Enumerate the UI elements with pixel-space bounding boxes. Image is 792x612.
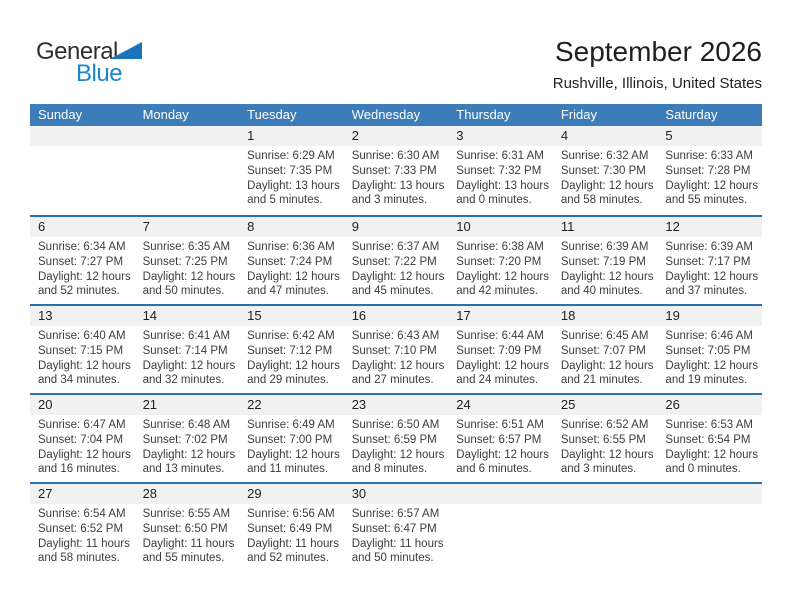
day-number: 6 (30, 217, 135, 237)
day-number (657, 484, 762, 504)
daylight-text-line2: and 40 minutes. (560, 285, 643, 298)
daylight-text-line2: and 0 minutes. (456, 194, 532, 207)
calendar-day-cell (657, 395, 762, 482)
logo-text-blue: Blue (76, 60, 123, 87)
calendar-day-cell (448, 217, 553, 304)
daylight-text-line2: and 24 minutes. (456, 374, 539, 387)
daylight-text-line1: Daylight: 12 hours (560, 359, 654, 372)
day-details (553, 415, 658, 477)
calendar-day-cell (239, 306, 344, 393)
calendar-day-cell (135, 306, 240, 393)
day-details (344, 146, 449, 208)
daylight-text-line1: Daylight: 12 hours (665, 359, 759, 372)
sunset-text: Sunset: 6:54 PM (665, 433, 751, 446)
day-number: 28 (135, 484, 240, 504)
sunset-text: Sunset: 6:49 PM (247, 522, 333, 535)
sunset-text: Sunset: 7:05 PM (665, 344, 751, 357)
weekday-header-tuesday: Tuesday (247, 107, 297, 122)
daylight-text-line2: and 21 minutes. (560, 374, 643, 387)
sunset-text: Sunset: 6:47 PM (351, 522, 437, 535)
daylight-text-line1: Daylight: 12 hours (247, 270, 340, 283)
daylight-text-line2: and 19 minutes. (665, 374, 748, 387)
day-details (239, 146, 344, 208)
daylight-text-line2: and 42 minutes. (456, 285, 539, 298)
sunrise-text: Sunrise: 6:56 AM (247, 508, 335, 520)
title-block (553, 36, 762, 92)
sunset-text: Sunset: 6:59 PM (351, 433, 437, 446)
daylight-text-line2: and 3 minutes. (560, 463, 637, 476)
day-details (344, 504, 449, 566)
daylight-text-line2: and 50 minutes. (142, 285, 225, 298)
day-details (30, 237, 135, 299)
day-number: 2 (344, 126, 449, 146)
sunrise-text: Sunrise: 6:52 AM (560, 419, 649, 431)
daylight-text-line1: Daylight: 12 hours (456, 270, 549, 283)
sunset-text: Sunset: 7:10 PM (351, 344, 437, 357)
daylight-text-line1: Daylight: 12 hours (560, 179, 654, 192)
sunrise-text: Sunrise: 6:42 AM (247, 330, 335, 342)
calendar-empty-cell (553, 484, 658, 571)
day-details (30, 326, 135, 388)
day-details (30, 504, 135, 566)
day-number (448, 484, 553, 504)
daylight-text-line1: Daylight: 12 hours (560, 270, 654, 283)
calendar-day-cell (135, 484, 240, 571)
sunset-text: Sunset: 6:50 PM (142, 522, 228, 535)
sunrise-text: Sunrise: 6:51 AM (456, 419, 544, 431)
weekday-header-row (30, 104, 762, 126)
daylight-text-line2: and 52 minutes. (247, 552, 329, 565)
day-details (344, 237, 449, 299)
daylight-text-line2: and 29 minutes. (247, 374, 329, 387)
daylight-text-line1: Daylight: 12 hours (142, 270, 236, 283)
sunset-text: Sunset: 7:14 PM (142, 344, 228, 357)
day-number: 14 (135, 306, 240, 326)
day-number: 12 (657, 217, 762, 237)
day-number: 8 (239, 217, 344, 237)
calendar-day-cell (657, 217, 762, 304)
day-number: 1 (239, 126, 344, 146)
day-number: 9 (344, 217, 449, 237)
day-details (657, 326, 762, 388)
location-subtitle: Rushville, Illinois, United States (552, 75, 762, 92)
calendar-day-cell (448, 306, 553, 393)
daylight-text-line2: and 58 minutes. (560, 194, 643, 207)
daylight-text-line2: and 0 minutes. (665, 463, 741, 476)
sunrise-text: Sunrise: 6:38 AM (456, 241, 544, 253)
day-details (30, 415, 135, 477)
weekday-header-saturday: Saturday (665, 107, 718, 122)
daylight-text-line1: Daylight: 12 hours (456, 448, 549, 461)
day-details (448, 326, 553, 388)
day-details (135, 504, 240, 566)
daylight-text-line2: and 11 minutes. (247, 463, 329, 476)
day-number (135, 126, 240, 146)
sunrise-text: Sunrise: 6:47 AM (38, 419, 126, 431)
sunrise-text: Sunrise: 6:35 AM (142, 241, 231, 253)
calendar-day-cell (135, 217, 240, 304)
daylight-text-line1: Daylight: 13 hours (351, 179, 445, 192)
sunset-text: Sunset: 7:09 PM (456, 344, 542, 357)
day-details (344, 326, 449, 388)
daylight-text-line1: Daylight: 11 hours (351, 537, 444, 550)
day-number: 30 (344, 484, 449, 504)
sunset-text: Sunset: 7:33 PM (351, 164, 437, 177)
calendar-week-row (30, 126, 762, 215)
daylight-text-line2: and 58 minutes. (38, 552, 120, 565)
calendar-week-row (30, 304, 762, 393)
weekday-header-friday: Friday (560, 107, 597, 122)
calendar-day-cell (657, 306, 762, 393)
day-details (657, 146, 762, 208)
sunrise-text: Sunrise: 6:36 AM (247, 241, 335, 253)
daylight-text-line1: Daylight: 11 hours (247, 537, 339, 550)
calendar-day-cell (344, 484, 449, 571)
sunrise-text: Sunrise: 6:34 AM (38, 241, 126, 253)
daylight-text-line1: Daylight: 13 hours (247, 179, 340, 192)
daylight-text-line2: and 52 minutes. (38, 285, 120, 298)
calendar-day-cell (239, 217, 344, 304)
weekday-header-wednesday: Wednesday (351, 107, 421, 122)
day-number (30, 126, 135, 146)
daylight-text-line1: Daylight: 12 hours (142, 359, 236, 372)
sunrise-text: Sunrise: 6:40 AM (38, 330, 126, 342)
daylight-text-line2: and 5 minutes. (247, 194, 323, 207)
day-number: 23 (344, 395, 449, 415)
day-details (239, 326, 344, 388)
daylight-text-line1: Daylight: 12 hours (351, 359, 445, 372)
calendar-day-cell (344, 126, 449, 215)
sunrise-text: Sunrise: 6:57 AM (351, 508, 440, 520)
sunrise-text: Sunrise: 6:43 AM (351, 330, 440, 342)
calendar-body (30, 126, 762, 571)
day-number: 10 (448, 217, 553, 237)
day-number: 29 (239, 484, 344, 504)
calendar-day-cell (553, 395, 658, 482)
calendar-week-row (30, 482, 762, 571)
month-title: September 2026 (554, 36, 762, 67)
calendar-day-cell (135, 395, 240, 482)
sunrise-text: Sunrise: 6:32 AM (560, 150, 649, 162)
day-number (553, 484, 658, 504)
sunset-text: Sunset: 7:22 PM (351, 255, 437, 268)
day-number: 15 (239, 306, 344, 326)
calendar-day-cell (448, 395, 553, 482)
day-details (239, 504, 344, 566)
day-number: 26 (657, 395, 762, 415)
daylight-text-line2: and 47 minutes. (247, 285, 329, 298)
logo-pennant-triangle-icon (110, 42, 142, 59)
sunset-text: Sunset: 7:32 PM (456, 164, 542, 177)
daylight-text-line2: and 6 minutes. (456, 463, 532, 476)
calendar-day-cell (239, 395, 344, 482)
sunrise-text: Sunrise: 6:30 AM (351, 150, 440, 162)
day-number: 21 (135, 395, 240, 415)
day-details (553, 146, 658, 208)
sunset-text: Sunset: 7:02 PM (142, 433, 228, 446)
calendar-day-cell (553, 126, 658, 215)
calendar-day-cell (30, 217, 135, 304)
daylight-text-line2: and 3 minutes. (351, 194, 428, 207)
day-number: 7 (135, 217, 240, 237)
day-details (553, 237, 658, 299)
general-blue-logo (36, 38, 166, 87)
sunrise-text: Sunrise: 6:31 AM (456, 150, 544, 162)
sunrise-text: Sunrise: 6:53 AM (665, 419, 753, 431)
daylight-text-line2: and 8 minutes. (351, 463, 428, 476)
calendar-day-cell (448, 126, 553, 215)
day-details (448, 237, 553, 299)
sunrise-text: Sunrise: 6:29 AM (247, 150, 335, 162)
calendar-empty-cell (448, 484, 553, 571)
sunset-text: Sunset: 7:04 PM (38, 433, 124, 446)
daylight-text-line1: Daylight: 12 hours (351, 270, 445, 283)
sunset-text: Sunset: 7:30 PM (560, 164, 646, 177)
day-details (239, 237, 344, 299)
sunset-text: Sunset: 7:27 PM (38, 255, 124, 268)
day-details (553, 326, 658, 388)
daylight-text-line2: and 45 minutes. (351, 285, 434, 298)
calendar-day-cell (239, 126, 344, 215)
daylight-text-line1: Daylight: 12 hours (247, 448, 340, 461)
calendar-day-cell (30, 395, 135, 482)
calendar-week-row (30, 393, 762, 482)
sunrise-text: Sunrise: 6:41 AM (142, 330, 231, 342)
day-details (239, 415, 344, 477)
sunrise-text: Sunrise: 6:54 AM (38, 508, 126, 520)
daylight-text-line1: Daylight: 11 hours (142, 537, 235, 550)
sunrise-text: Sunrise: 6:39 AM (560, 241, 649, 253)
day-number: 22 (239, 395, 344, 415)
daylight-text-line1: Daylight: 12 hours (665, 448, 759, 461)
daylight-text-line1: Daylight: 12 hours (665, 179, 759, 192)
calendar-day-cell (344, 395, 449, 482)
daylight-text-line1: Daylight: 13 hours (456, 179, 549, 192)
calendar-empty-cell (657, 484, 762, 571)
sunrise-text: Sunrise: 6:48 AM (142, 419, 231, 431)
daylight-text-line2: and 37 minutes. (665, 285, 748, 298)
day-number: 4 (553, 126, 658, 146)
day-number: 18 (553, 306, 658, 326)
day-details (657, 237, 762, 299)
sunrise-text: Sunrise: 6:50 AM (351, 419, 440, 431)
daylight-text-line2: and 13 minutes. (142, 463, 225, 476)
day-number: 27 (30, 484, 135, 504)
day-number: 3 (448, 126, 553, 146)
sunrise-text: Sunrise: 6:33 AM (665, 150, 753, 162)
daylight-text-line2: and 27 minutes. (351, 374, 434, 387)
sunrise-text: Sunrise: 6:37 AM (351, 241, 440, 253)
sunset-text: Sunset: 6:57 PM (456, 433, 542, 446)
sunrise-text: Sunrise: 6:55 AM (142, 508, 231, 520)
sunset-text: Sunset: 6:52 PM (38, 522, 124, 535)
sunset-text: Sunset: 7:24 PM (247, 255, 333, 268)
logo-text-general: General (36, 38, 118, 65)
daylight-text-line1: Daylight: 12 hours (665, 270, 759, 283)
sunset-text: Sunset: 7:35 PM (247, 164, 333, 177)
daylight-text-line2: and 50 minutes. (351, 552, 434, 565)
day-number: 25 (553, 395, 658, 415)
calendar-day-cell (344, 217, 449, 304)
weekday-header-sunday: Sunday (38, 107, 83, 122)
daylight-text-line2: and 16 minutes. (38, 463, 120, 476)
day-details (135, 237, 240, 299)
day-details (135, 326, 240, 388)
calendar-empty-cell (135, 126, 240, 215)
sunset-text: Sunset: 7:20 PM (456, 255, 542, 268)
sunset-text: Sunset: 7:00 PM (247, 433, 333, 446)
calendar-day-cell (30, 306, 135, 393)
weekday-header-thursday: Thursday (456, 107, 511, 122)
day-details (448, 146, 553, 208)
calendar-day-cell (239, 484, 344, 571)
sunrise-text: Sunrise: 6:39 AM (665, 241, 753, 253)
day-number: 16 (344, 306, 449, 326)
sunset-text: Sunset: 7:25 PM (142, 255, 228, 268)
sunset-text: Sunset: 7:12 PM (247, 344, 333, 357)
daylight-text-line2: and 55 minutes. (665, 194, 748, 207)
calendar-day-cell (553, 217, 658, 304)
daylight-text-line1: Daylight: 12 hours (38, 448, 131, 461)
daylight-text-line1: Daylight: 12 hours (456, 359, 549, 372)
sunset-text: Sunset: 7:15 PM (38, 344, 124, 357)
sunset-text: Sunset: 6:55 PM (560, 433, 646, 446)
daylight-text-line1: Daylight: 12 hours (142, 448, 236, 461)
day-number: 11 (553, 217, 658, 237)
day-number: 20 (30, 395, 135, 415)
day-number: 5 (657, 126, 762, 146)
calendar-day-cell (344, 306, 449, 393)
sunrise-text: Sunrise: 6:44 AM (456, 330, 544, 342)
calendar-day-cell (553, 306, 658, 393)
daylight-text-line2: and 32 minutes. (142, 374, 225, 387)
calendar-day-cell (30, 484, 135, 571)
daylight-text-line1: Daylight: 12 hours (560, 448, 654, 461)
sunrise-text: Sunrise: 6:45 AM (560, 330, 649, 342)
daylight-text-line1: Daylight: 12 hours (247, 359, 340, 372)
sunset-text: Sunset: 7:17 PM (665, 255, 751, 268)
day-number: 19 (657, 306, 762, 326)
calendar-empty-cell (30, 126, 135, 215)
daylight-text-line2: and 34 minutes. (38, 374, 120, 387)
sunrise-text: Sunrise: 6:49 AM (247, 419, 335, 431)
calendar-week-row (30, 215, 762, 304)
day-number: 13 (30, 306, 135, 326)
day-details (135, 415, 240, 477)
sunrise-text: Sunrise: 6:46 AM (665, 330, 753, 342)
day-details (657, 415, 762, 477)
day-details (448, 415, 553, 477)
daylight-text-line1: Daylight: 12 hours (38, 359, 131, 372)
sunset-text: Sunset: 7:07 PM (560, 344, 646, 357)
daylight-text-line1: Daylight: 12 hours (351, 448, 445, 461)
day-number: 17 (448, 306, 553, 326)
day-details (344, 415, 449, 477)
calendar-day-cell (657, 126, 762, 215)
weekday-header-monday: Monday (142, 107, 189, 122)
daylight-text-line1: Daylight: 11 hours (38, 537, 130, 550)
sunset-text: Sunset: 7:28 PM (665, 164, 751, 177)
daylight-text-line2: and 55 minutes. (142, 552, 225, 565)
sunset-text: Sunset: 7:19 PM (560, 255, 646, 268)
daylight-text-line1: Daylight: 12 hours (38, 270, 131, 283)
day-number: 24 (448, 395, 553, 415)
calendar-grid (30, 104, 762, 571)
